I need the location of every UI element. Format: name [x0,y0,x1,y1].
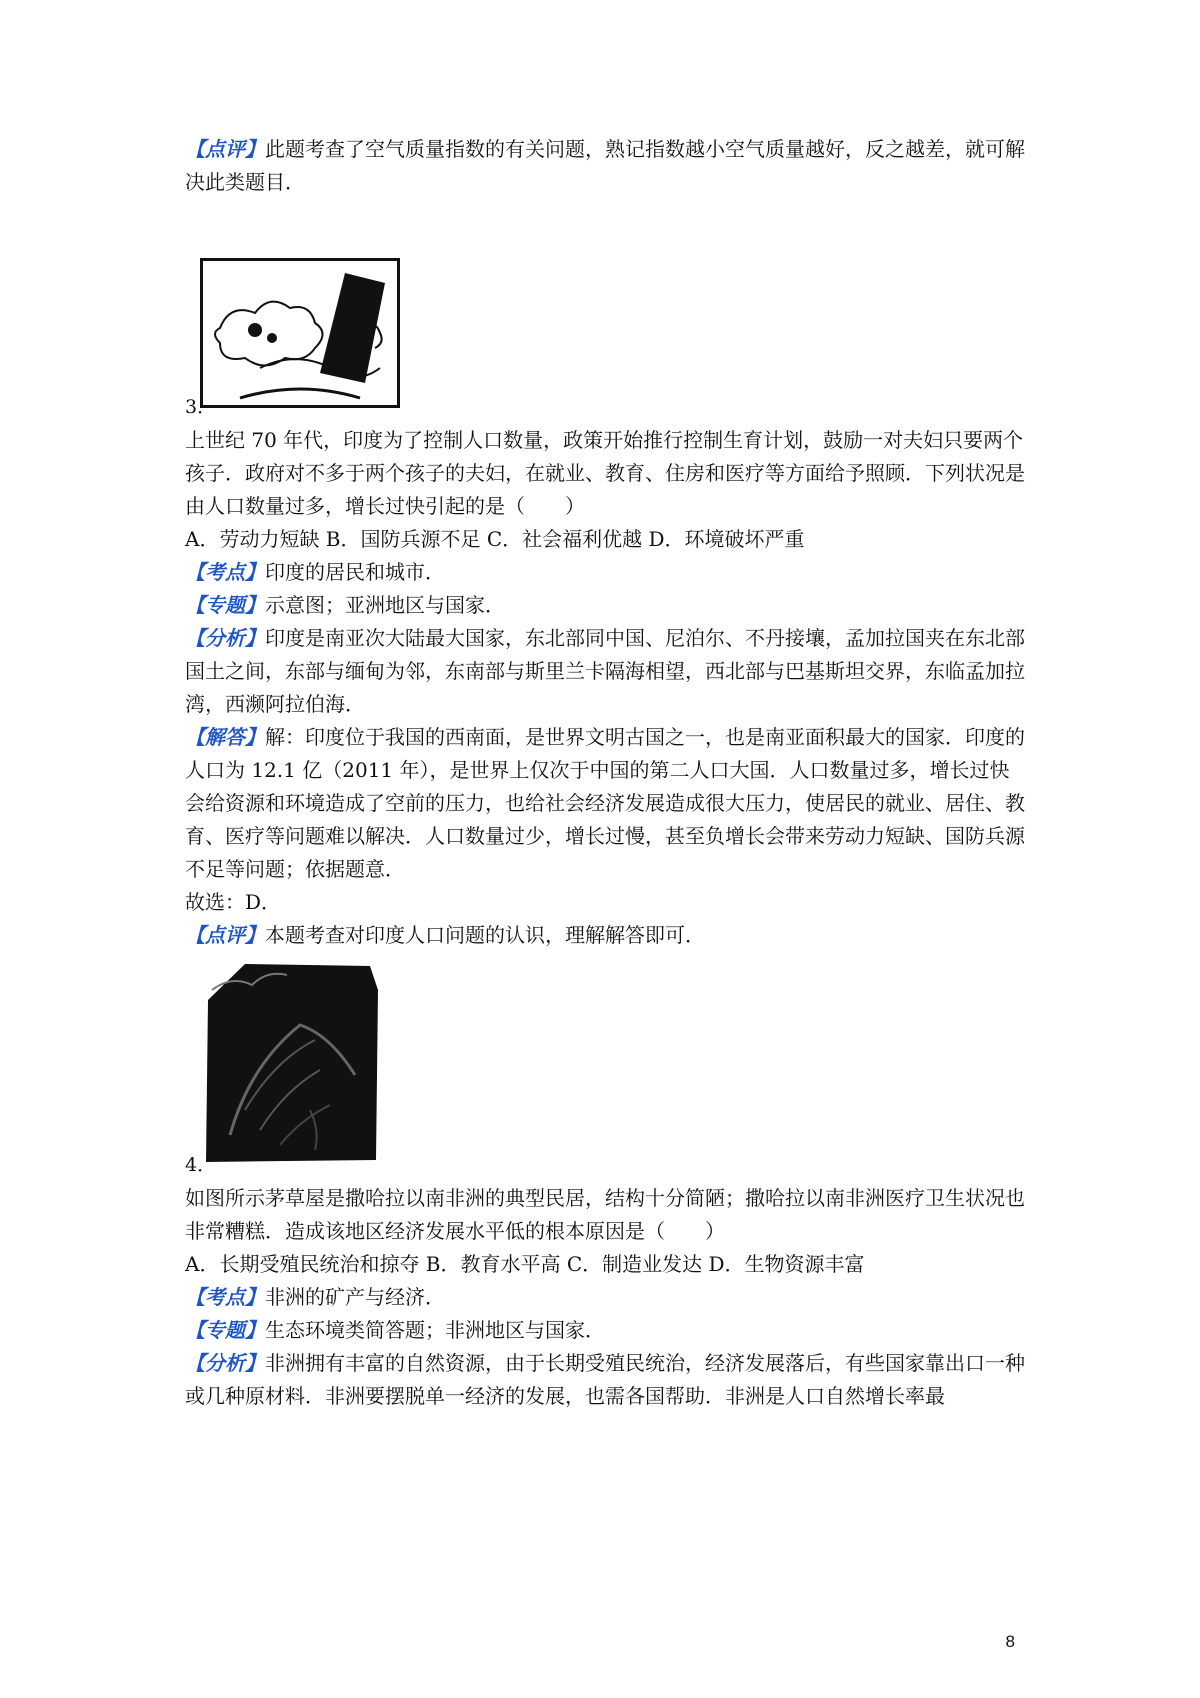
kaodian-tag: 【考点】 [185,560,265,584]
question-3-number: 3． [185,396,217,418]
page-number: 8 [1005,1632,1015,1651]
question-3-jieda [185,721,1025,886]
dianping-text: 本题考查对印度人口问题的认识，理解解答即可． [265,923,705,947]
dianping-tag: 【点评】 [185,923,265,947]
kaodian-text: 非洲的矿产与经济． [265,1285,445,1309]
jieda-tag: 【解答】 [185,725,265,749]
zhuanti-text: 示意图；亚洲地区与国家． [265,593,505,617]
question-3-answer: 故选：D． [185,890,282,914]
question-3-dianping [185,919,1025,952]
zhuanti-tag: 【专题】 [185,1318,265,1342]
question-4-number: 4． [185,1154,217,1176]
jieda-text: 解：印度位于我国的西南面，是世界文明古国之一，也是南亚面积最大的国家．印度的人口为 12.1 亿（2011 年），是世界上仅次于中国的第二人口大国．人口数量过多，增长过快会给资源和环境造成了空前的压力，也给社会经济发展造成很大压力，使居民的就业、居住、教育、医疗等问题难以解决．人口数量过少，增长过慢，甚至负增长会带来劳动力短缺、国防兵源不足等问题；依据题意． [185,725,1025,881]
kaodian-text: 印度的居民和城市． [265,560,445,584]
thatched-hut-photo [200,960,380,1164]
dianping-tag: 【点评】 [185,137,265,161]
top-review-text: 此题考查了空气质量指数的有关问题，熟记指数越小空气质量越好，反之越差，就可解决此类题目． [185,137,1025,194]
question-3-stem: 上世纪 70 年代，印度为了控制人口数量，政策开始推行控制生育计划，鼓励一对夫妇只要两个孩子．政府对不多于两个孩子的夫妇，在就业、教育、住房和医疗等方面给予照顾．下列状况是由人口数量过多，增长过快引起的是（ ） [185,428,1025,518]
question-3-block [185,424,1025,952]
question-3-kaodian [185,556,1025,589]
zhuanti-tag: 【专题】 [185,593,265,617]
zhuanti-text: 生态环境类简答题；非洲地区与国家． [265,1318,605,1342]
question-4-fenxi [185,1347,1025,1413]
question-3-options: A．劳动力短缺 B．国防兵源不足 C．社会福利优越 D．环境破坏严重 [185,527,805,551]
question-3-fenxi [185,622,1025,721]
question-3-zhuanti [185,589,1025,622]
fenxi-tag: 【分析】 [185,626,265,650]
cartoon-figure [200,258,400,408]
question-4-kaodian [185,1281,1025,1314]
top-review-paragraph [185,133,1025,199]
kaodian-tag: 【考点】 [185,1285,265,1309]
fenxi-text: 印度是南亚次大陆最大国家，东北部同中国、尼泊尔、不丹接壤，孟加拉国夹在东北部国土之间，东部与缅甸为邻，东南部与斯里兰卡隔海相望，西北部与巴基斯坦交界，东临孟加拉湾，西濒阿拉伯海． [185,626,1025,716]
fenxi-text: 非洲拥有丰富的自然资源，由于长期受殖民统治，经济发展落后，有些国家靠出口一种或几种原材料．非洲要摆脱单一经济的发展，也需各国帮助．非洲是人口自然增长率最 [185,1351,1025,1408]
question-4-block [185,1182,1025,1413]
fenxi-tag: 【分析】 [185,1351,265,1375]
question-4-stem: 如图所示茅草屋是撒哈拉以南非洲的典型民居，结构十分简陋；撒哈拉以南非洲医疗卫生状况也非常糟糕．造成该地区经济发展水平低的根本原因是（ ） [185,1186,1025,1243]
question-4-options: A．长期受殖民统治和掠夺 B．教育水平高 C．制造业发达 D．生物资源丰富 [185,1252,865,1276]
question-4-zhuanti [185,1314,1025,1347]
